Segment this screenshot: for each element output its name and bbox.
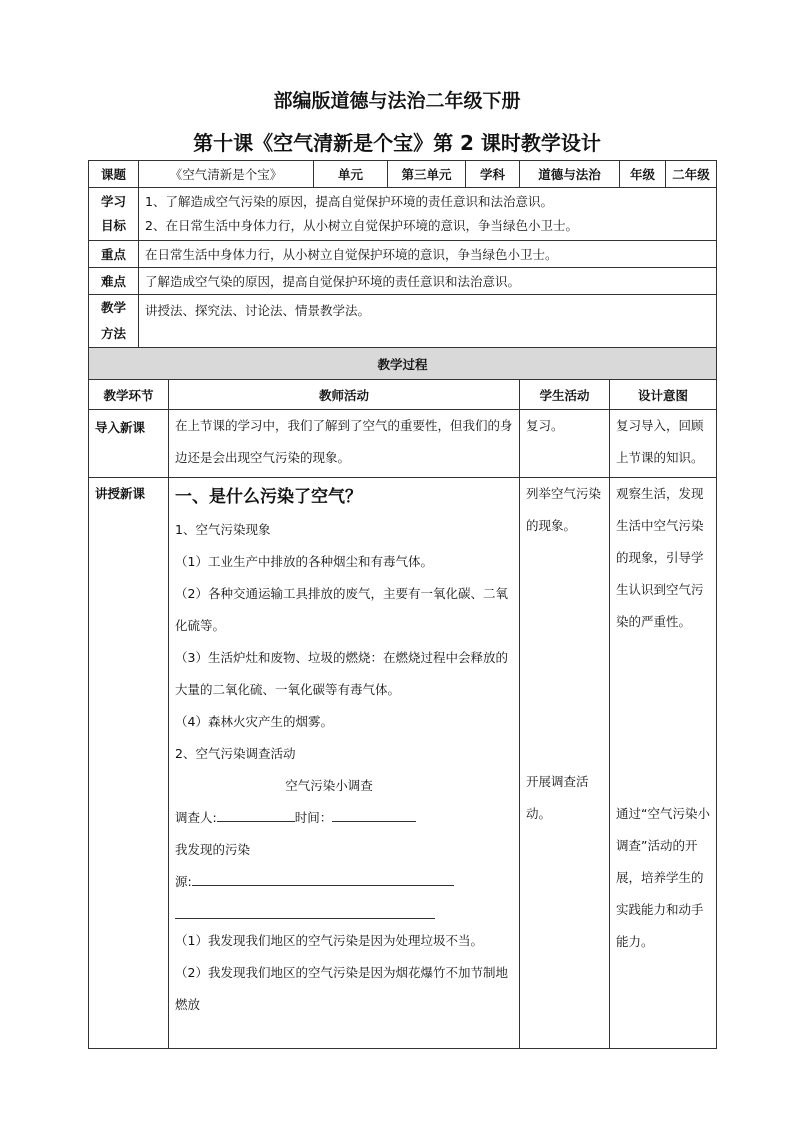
source-label: 源: [175, 874, 192, 889]
intro-row [89, 410, 717, 478]
survey-meta-line [175, 802, 513, 834]
methods-label-2: 方法 [100, 326, 126, 341]
student-activity-1: 列举空气污染的现象。 [526, 486, 602, 533]
intro-teacher: 在上节课的学习中，我们了解到了空气的重要性，但我们的身边还是会出现空气污染的现象。 [169, 410, 520, 478]
info-row [89, 161, 717, 188]
source-line [175, 866, 513, 898]
grade-value: 二年级 [666, 161, 717, 188]
document-title: 部编版道德与法治二年级下册 [273, 90, 521, 112]
pollution-phenomena-heading: 1、空气污染现象 [175, 522, 271, 537]
methods-label-1: 教学 [100, 300, 126, 315]
goals-row [89, 188, 717, 241]
goal-line-2: 2、在日常生活中身体力行，从小树立自觉保护环境的意识，争当绿色小卫士。 [145, 218, 578, 233]
grade-label: 年级 [620, 161, 666, 188]
found-source-label: 我发现的污染 [175, 842, 251, 857]
lesson-value: 《空气清新是个宝》 [139, 161, 314, 188]
intro-intent: 复习导入，回顾上节课的知识。 [610, 410, 717, 478]
subject-label: 学科 [466, 161, 520, 188]
goals-label-1: 学习 [100, 194, 126, 209]
lecture-row [89, 478, 717, 1049]
columns-header-row [89, 380, 717, 410]
lesson-plan-table [88, 160, 717, 1049]
lesson-label: 课题 [89, 161, 139, 188]
column-student: 学生活动 [520, 380, 610, 410]
survey-activity-heading: 2、空气污染调查活动 [175, 746, 296, 761]
design-intent-2: 通过“空气污染小调查”活动的开展，培养学生的实践能力和动手能力。 [616, 806, 710, 949]
goal-line-1: 1、了解造成空气污染的原因，提高自觉保护环境的责任意识和法治意识。 [145, 194, 553, 209]
unit-value: 第三单元 [388, 161, 466, 188]
unit-label: 单元 [314, 161, 388, 188]
lecture-heading: 一、是什么污染了空气？ [175, 487, 362, 507]
methods-row [89, 295, 717, 348]
key-point-row [89, 241, 717, 268]
survey-option-2: （2）我发现我们地区的空气污染是因为烟花爆竹不加节制地燃放 [175, 965, 508, 1012]
key-point-label: 重点 [89, 241, 139, 268]
survey-title: 空气污染小调查 [285, 778, 373, 793]
investigator-blank [217, 807, 295, 822]
lecture-stage: 讲授新课 [89, 478, 169, 1049]
phenomenon-item-1: （1）工业生产中排放的各种烟尘和有毒气体。 [175, 554, 433, 569]
key-point-text: 在日常生活中身体力行，从小树立自觉保护环境的意识，争当绿色小卫士。 [139, 241, 717, 268]
time-blank [332, 807, 416, 822]
student-activity-2: 开展调查活动。 [526, 774, 589, 821]
intro-stage: 导入新课 [89, 410, 169, 478]
process-header: 教学过程 [89, 348, 717, 380]
subject-value: 道德与法治 [520, 161, 620, 188]
design-intent-1: 观察生活，发现生活中空气污染的现象，引导学生认识到空气污染的严重性。 [616, 486, 704, 629]
difficulty-label: 难点 [89, 268, 139, 295]
column-stage: 教学环节 [89, 380, 169, 410]
phenomenon-item-4: （4）森林火灾产生的烟雾。 [175, 714, 333, 729]
methods-text: 讲授法、探究法、讨论法、情景教学法。 [139, 295, 717, 348]
difficulty-text: 了解造成空气染的原因，提高自觉保护环境的责任意识和法治意识。 [139, 268, 717, 295]
column-intent: 设计意图 [610, 380, 717, 410]
investigator-label: 调查人: [175, 810, 217, 825]
survey-option-1: （1）我发现我们地区的空气污染是因为处理垃圾不当。 [175, 933, 483, 948]
phenomenon-item-3: （3）生活炉灶和废物、垃圾的燃烧：在燃烧过程中会释放的大量的二氧化硫、一氧化碳等有毒气体。 [175, 650, 508, 697]
source-blank [192, 871, 454, 886]
lesson-title: 第十课《空气清新是个宝》第 2 课时教学设计 [193, 131, 601, 155]
intro-student: 复习。 [520, 410, 610, 478]
time-label: 时间： [294, 810, 333, 825]
process-header-row [89, 348, 717, 380]
column-teacher: 教师活动 [169, 380, 520, 410]
phenomenon-item-2: （2）各种交通运输工具排放的废气，主要有一氧化碳、二氧化硫等。 [175, 586, 508, 633]
goals-label-2: 目标 [100, 218, 126, 233]
source-blank-line-2 [175, 898, 435, 919]
difficulty-row [89, 268, 717, 295]
